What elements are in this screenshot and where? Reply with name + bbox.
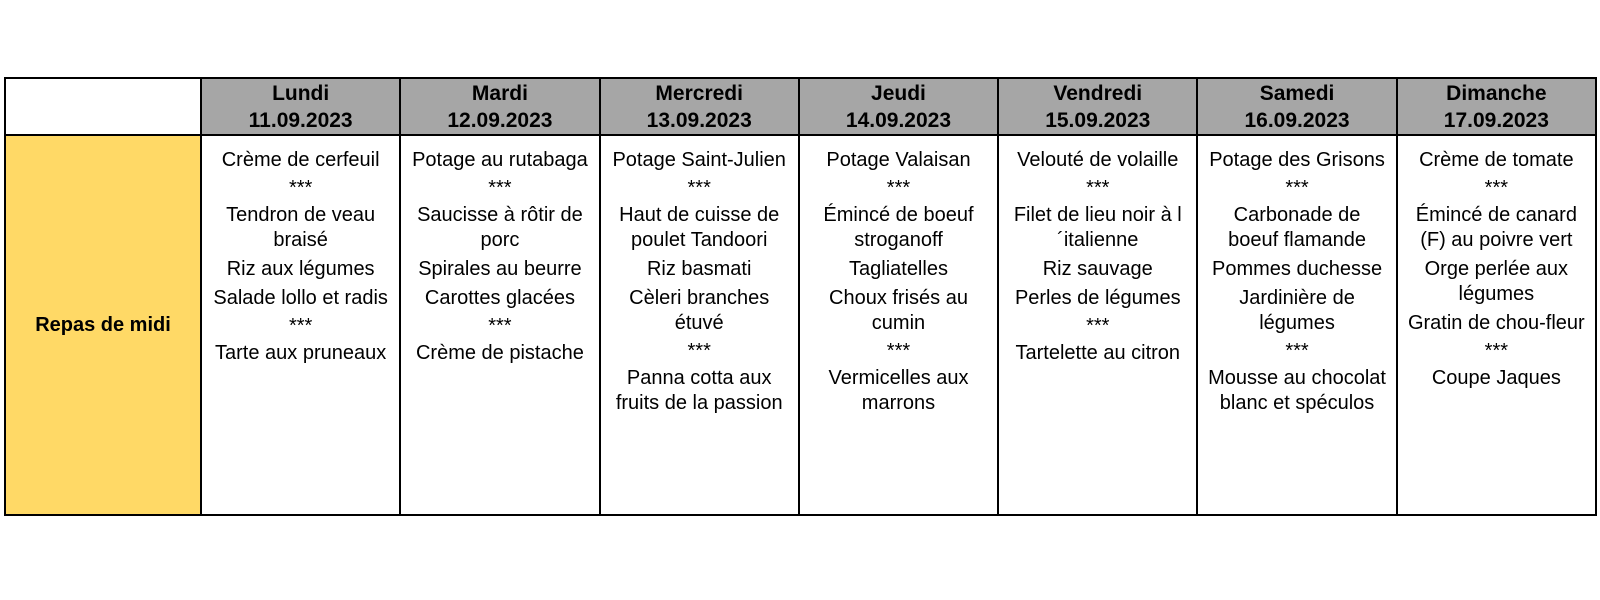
day-name: Samedi xyxy=(1259,81,1335,105)
menu-cell-jeudi xyxy=(799,135,998,515)
menu-cell-lundi xyxy=(201,135,400,515)
weekly-menu-table xyxy=(4,77,1597,516)
course-separator: *** xyxy=(1086,177,1110,199)
day-header-lundi xyxy=(201,78,400,135)
day-name: Lundi xyxy=(272,81,330,105)
menu-cell-mercredi xyxy=(600,135,799,515)
day-header-samedi xyxy=(1197,78,1396,135)
menu-item: Crème de cerfeuil xyxy=(221,149,380,171)
menu-item: Orge perlée aux légumes xyxy=(1424,258,1569,305)
menu-item: Gratin de chou-fleur xyxy=(1407,312,1585,334)
menu-item: Panna cotta aux fruits de la passion xyxy=(615,367,783,414)
menu-item: Riz basmati xyxy=(646,258,752,280)
day-name: Mercredi xyxy=(655,81,743,105)
menu-item: Mousse au chocolat blanc et spéculos xyxy=(1208,367,1386,414)
day-date: 15.09.2023 xyxy=(1045,108,1151,132)
course-separator: *** xyxy=(288,315,313,337)
menu-item: Saucisse à rôtir de porc xyxy=(417,204,583,251)
course-separator: *** xyxy=(886,177,911,199)
course-separator: *** xyxy=(1484,177,1509,199)
course-separator: *** xyxy=(687,177,711,199)
menu-item: Potage Saint-Julien xyxy=(612,149,786,171)
menu-item: Potage au rutabaga xyxy=(412,149,588,171)
day-date: 17.09.2023 xyxy=(1443,108,1549,132)
course-separator: *** xyxy=(886,340,911,362)
course-separator: *** xyxy=(1285,340,1309,362)
corner-cell xyxy=(5,78,201,135)
menu-item: Vermicelles aux marrons xyxy=(828,367,969,414)
menu-item: Carbonade de boeuf flamande xyxy=(1228,204,1366,251)
menu-item: Cèleri branches étuvé xyxy=(629,287,770,334)
header-row xyxy=(5,78,1596,135)
course-separator: *** xyxy=(488,177,512,199)
menu-item: Tendron de veau braisé xyxy=(226,204,376,251)
menu-item: Potage Valaisan xyxy=(826,149,971,171)
course-separator: *** xyxy=(1285,177,1309,199)
menu-item: Riz sauvage xyxy=(1042,258,1153,280)
menu-cell-dimanche xyxy=(1397,135,1596,515)
menu-item: Tarte aux pruneaux xyxy=(215,342,387,364)
menu-item: Émincé de canard (F) au poivre vert xyxy=(1415,204,1577,251)
menu-cell-vendredi xyxy=(998,135,1197,515)
menu-item: Salade lollo et radis xyxy=(213,287,388,309)
menu-item: Riz aux légumes xyxy=(226,258,375,280)
menu-item: Carottes glacées xyxy=(424,287,575,309)
menu-item: Choux frisés au cumin xyxy=(829,287,968,334)
day-header-mercredi xyxy=(600,78,799,135)
course-separator: *** xyxy=(1086,315,1110,337)
lunch-row xyxy=(5,135,1596,515)
menu-item: Velouté de volaille xyxy=(1017,149,1179,171)
day-header-jeudi xyxy=(799,78,998,135)
day-name: Dimanche xyxy=(1446,81,1547,105)
menu-item: Potage des Grisons xyxy=(1209,149,1385,171)
course-separator: *** xyxy=(687,340,711,362)
menu-item: Spirales au beurre xyxy=(418,258,582,280)
day-name: Jeudi xyxy=(871,81,926,105)
day-date: 13.09.2023 xyxy=(646,108,752,132)
day-header-dimanche xyxy=(1397,78,1596,135)
day-date: 12.09.2023 xyxy=(447,108,553,132)
menu-item: Émincé de boeuf stroganoff xyxy=(823,204,974,251)
menu-item: Tagliatelles xyxy=(849,258,948,280)
menu-item: Tartelette au citron xyxy=(1015,342,1181,364)
day-name: Vendredi xyxy=(1053,81,1143,105)
menu-item: Crème de tomate xyxy=(1419,149,1574,171)
day-header-mardi xyxy=(400,78,599,135)
day-name: Mardi xyxy=(471,81,528,105)
menu-cell-samedi xyxy=(1197,135,1396,515)
menu-item: Haut de cuisse de poulet Tandoori xyxy=(619,204,780,251)
menu-item: Perles de légumes xyxy=(1014,287,1181,309)
day-header-vendredi xyxy=(998,78,1197,135)
menu-item: Coupe Jaques xyxy=(1431,367,1561,389)
row-label-lunch: Repas de midi xyxy=(5,135,201,515)
course-separator: *** xyxy=(488,315,512,337)
course-separator: *** xyxy=(288,177,313,199)
day-date: 16.09.2023 xyxy=(1244,108,1350,132)
day-date: 11.09.2023 xyxy=(248,108,353,132)
menu-item: Crème de pistache xyxy=(415,342,584,364)
day-date: 14.09.2023 xyxy=(845,108,952,132)
menu-item: Filet de lieu noir à l´italienne xyxy=(1013,204,1182,251)
menu-item: Pommes duchesse xyxy=(1212,258,1383,280)
menu-item: Jardinière de légumes xyxy=(1239,287,1355,334)
menu-cell-mardi xyxy=(400,135,599,515)
course-separator: *** xyxy=(1484,340,1509,362)
